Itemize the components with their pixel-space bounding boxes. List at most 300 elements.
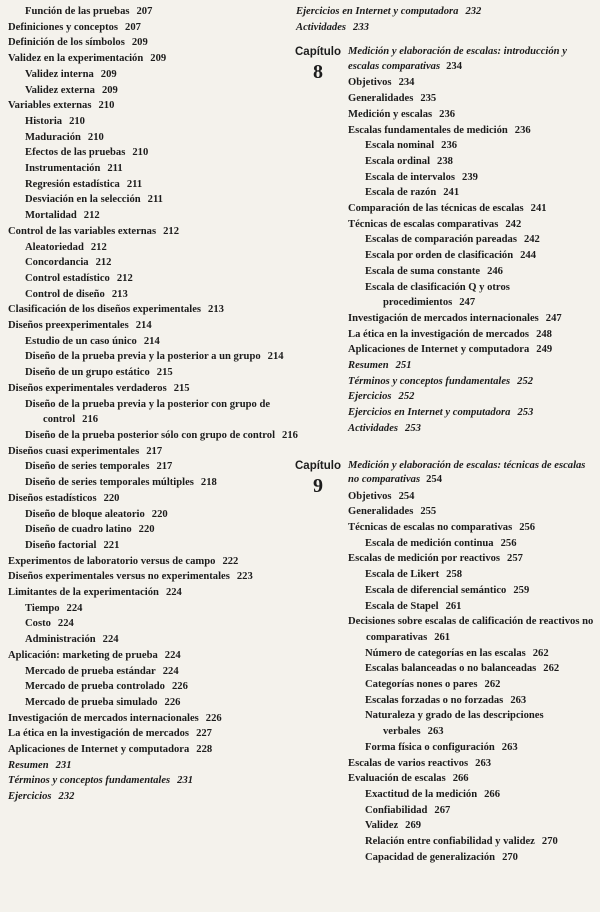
toc-entry-title: Objetivos (348, 490, 392, 502)
toc-entry (348, 91, 596, 107)
toc-entry (25, 4, 298, 20)
toc-entry (25, 538, 298, 554)
toc-entry-page: 262 (532, 647, 549, 659)
toc-entry (365, 661, 596, 677)
toc-entry-page: 209 (131, 37, 148, 49)
toc-entry-page: 252 (398, 391, 415, 403)
toc-entry-title: Estudio de un caso único (25, 335, 137, 347)
toc-entry (8, 773, 298, 789)
toc-entry-title: Control estadístico (25, 272, 110, 284)
toc-entry-title: Control de diseño (25, 288, 105, 300)
toc-entry (365, 803, 596, 819)
toc-entry (348, 389, 596, 405)
toc-entry (296, 20, 596, 36)
toc-entry (25, 208, 298, 224)
toc-entry (25, 616, 298, 632)
toc-entry (8, 491, 298, 507)
toc-entry-title: Actividades (296, 21, 347, 33)
toc-entry-page: 232 (465, 6, 482, 17)
toc-entry-page: 222 (222, 555, 239, 567)
toc-entry-title: Concordancia (25, 257, 89, 269)
toc-entry (25, 507, 298, 523)
toc-entry-page: 269 (405, 820, 422, 832)
toc-entry (365, 583, 596, 599)
toc-entry-title: Resumen (8, 759, 49, 771)
toc-entry-title: Naturaleza y grado de las descripciones verbales (365, 710, 544, 738)
toc-entry-title: Mercado de prueba simulado (25, 696, 158, 708)
toc-entry (365, 248, 596, 264)
toc-entry (365, 740, 596, 756)
toc-entry (365, 818, 596, 834)
toc-entry (365, 232, 596, 248)
toc-entry-page: 212 (90, 241, 107, 253)
toc-entry (25, 397, 298, 428)
toc-entry (365, 834, 596, 850)
toc-entry (25, 428, 298, 444)
toc-entry (365, 646, 596, 662)
toc-entry (348, 421, 596, 437)
toc-entry-title: Escala de medición continua (365, 537, 494, 549)
chapter-number: 9 (313, 474, 323, 497)
toc-entry (25, 192, 298, 208)
toc-entry-title: Generalidades (348, 93, 414, 105)
toc-entry-title: Escala de clasificación Q y otros procedimientos (365, 281, 510, 309)
toc-entry-title: Medición y escalas (348, 108, 433, 120)
toc-entry (8, 742, 298, 758)
toc-entry (8, 648, 298, 664)
toc-entry-title: Exactitud de la medición (365, 788, 478, 800)
toc-entry-title: Variables externas (8, 100, 92, 112)
toc-entry (348, 107, 596, 123)
toc-entry-title: Objetivos (348, 77, 392, 89)
right-top-entries (296, 4, 596, 35)
chapter-9-block (296, 459, 596, 866)
toc-entry-page: 262 (484, 679, 501, 691)
toc-entry (348, 358, 596, 374)
toc-entry-page: 242 (505, 218, 522, 230)
toc-entry (348, 504, 596, 520)
toc-entry-title: Comparación de las técnicas de escalas (348, 203, 524, 215)
toc-entry (348, 201, 596, 217)
toc-entry-title: Relación entre confiabilidad y validez (365, 836, 535, 848)
toc-entry (8, 302, 298, 318)
toc-entry-title: Ejercicios (8, 791, 52, 803)
toc-entry (8, 444, 298, 460)
toc-entry-page: 227 (196, 728, 212, 740)
toc-entry-title: Efectos de las pruebas (25, 147, 126, 159)
toc-entry-page: 253 (405, 422, 421, 434)
toc-entry-title: Diseños cuasi experimentales (8, 445, 140, 457)
toc-entry-title: Escala nominal (365, 140, 435, 152)
toc-entry-title: Diseño de series temporales múltiples (25, 477, 194, 489)
toc-entry-page: 215 (156, 367, 173, 379)
toc-entry (365, 264, 596, 280)
toc-entry (25, 679, 298, 695)
toc-entry (365, 787, 596, 803)
toc-entry-title: Ejercicios en Internet y computadora (296, 6, 459, 17)
toc-entry-page: 224 (165, 587, 182, 599)
toc-entry (25, 161, 298, 177)
toc-entry-title: Términos y conceptos fundamentales (348, 375, 511, 387)
toc-entry-page: 224 (102, 634, 119, 646)
toc-entry-title: Diseño de la prueba previa y la posterior con grupo de control (25, 398, 271, 426)
toc-entry (8, 318, 298, 334)
toc-entry-title: Historia (25, 115, 63, 127)
toc-entry (348, 771, 596, 787)
toc-entry-title: Resumen (348, 360, 389, 372)
left-entries (8, 4, 298, 805)
toc-entry-title: Escalas balanceadas o no balanceadas (365, 663, 537, 675)
toc-entry-title: Administración (25, 634, 96, 646)
toc-entry (348, 217, 596, 233)
toc-entry-page: 254 (398, 490, 415, 502)
toc-entry-title: Aleatoriedad (25, 241, 84, 253)
toc-entry (25, 522, 298, 538)
toc-entry-title: Escala de diferencial semántico (365, 584, 507, 596)
toc-entry-title: Diseños experimentales versus no experimentales (8, 571, 230, 583)
toc-entry-page: 242 (523, 234, 540, 246)
chapter-title: Medición y elaboración de escalas: técnicas de escalas no comparativas 254 (348, 459, 586, 486)
toc-entry (25, 664, 298, 680)
toc-entry-page: 270 (541, 836, 558, 848)
toc-entry (25, 334, 298, 350)
toc-entry-page: 214 (267, 351, 284, 363)
toc-entry (25, 130, 298, 146)
toc-entry-title: Validez interna (25, 68, 94, 80)
chapter-9-entries (296, 489, 596, 866)
toc-entry-title: Aplicaciones de Internet y computadora (348, 344, 530, 356)
toc-entry-page: 255 (420, 506, 437, 518)
toc-entry-title: Escala de Stapel (365, 600, 439, 612)
toc-entry (25, 459, 298, 475)
toc-entry-title: Diseño de bloque aleatorio (25, 508, 145, 520)
toc-entry-title: Diseño de cuadro latino (25, 524, 132, 536)
toc-entry (348, 342, 596, 358)
toc-entry-page: 226 (164, 696, 181, 708)
toc-entry-page: 224 (57, 618, 74, 630)
toc-entry-page: 214 (135, 320, 152, 332)
toc-entry-title: Validez en la experimentación (8, 53, 144, 65)
toc-entry-title: Mortalidad (25, 210, 77, 222)
toc-entry-page: 223 (236, 571, 253, 583)
toc-entry-page: 244 (520, 250, 537, 262)
toc-entry-page: 257 (507, 553, 523, 565)
toc-entry-title: Capacidad de generalización (365, 851, 496, 863)
chapter-title-page: 254 (426, 474, 442, 486)
toc-entry (25, 255, 298, 271)
toc-entry (348, 489, 596, 505)
toc-entry-page: 263 (427, 726, 444, 738)
toc-entry-page: 209 (150, 53, 167, 65)
toc-entry-title: Función de las pruebas (25, 6, 130, 17)
toc-entry-title: Clasificación de los diseños experimentales (8, 304, 202, 316)
toc-entry-page: 231 (55, 759, 72, 771)
toc-entry-title: Escalas de medición por reactivos (348, 553, 501, 565)
toc-entry-page: 247 (545, 312, 562, 324)
toc-entry (25, 632, 298, 648)
toc-entry-title: Términos y conceptos fundamentales (8, 775, 171, 787)
toc-entry (365, 536, 596, 552)
toc-entry-page: 207 (136, 6, 153, 17)
toc-entry-title: Escalas de varios reactivos (348, 757, 469, 769)
toc-entry (25, 475, 298, 491)
toc-entry (25, 177, 298, 193)
toc-entry-title: Experimentos de laboratorio versus de campo (8, 555, 216, 567)
toc-entry (25, 287, 298, 303)
toc-entry-page: 212 (83, 210, 100, 222)
toc-entry-page: 270 (502, 851, 518, 863)
toc-entry-title: Decisiones sobre escalas de calificación de reactivos no comparativas (348, 616, 594, 643)
toc-entry-page: 212 (116, 272, 133, 284)
toc-entry (25, 114, 298, 130)
toc-entry-page: 253 (517, 407, 534, 419)
toc-entry (348, 405, 596, 421)
chapter-8-entries (296, 75, 596, 436)
toc-entry-title: Escalas de comparación pareadas (365, 234, 517, 246)
toc-entry (365, 138, 596, 154)
toc-entry-page: 256 (519, 521, 536, 533)
toc-entry (25, 240, 298, 256)
toc-entry-page: 256 (500, 537, 517, 549)
toc-entry-page: 241 (443, 187, 460, 199)
toc-entry-page: 210 (69, 115, 85, 127)
toc-entry-title: Diseños experimentales verdaderos (8, 382, 167, 394)
toc-entry-title: Investigación de mercados internacionales (8, 712, 199, 724)
toc-entry-page: 224 (162, 665, 179, 677)
toc-entry (25, 695, 298, 711)
toc-entry-title: Evaluación de escalas (348, 773, 446, 785)
toc-entry-page: 210 (87, 131, 104, 143)
toc-entry-title: Escala por orden de clasificación (365, 250, 514, 262)
toc-entry-page: 263 (475, 757, 492, 769)
toc-entry (8, 224, 298, 240)
toc-entry-title: Diseños estadísticos (8, 492, 97, 504)
toc-entry-title: Ejercicios (348, 391, 392, 403)
toc-entry (8, 554, 298, 570)
toc-entry-page: 249 (536, 344, 553, 356)
toc-entry-title: Escala de suma constante (365, 265, 481, 277)
toc-entry-page: 267 (434, 804, 451, 816)
toc-entry (348, 551, 596, 567)
toc-entry-page: 246 (487, 265, 503, 277)
toc-entry-page: 226 (171, 681, 188, 693)
toc-entry (8, 711, 298, 727)
toc-entry-page: 262 (543, 663, 560, 675)
toc-entry (365, 677, 596, 693)
toc-entry (365, 185, 596, 201)
toc-entry-page: 261 (445, 600, 462, 612)
chapter-word: Capítulo (295, 459, 341, 472)
toc-entry-page: 221 (103, 539, 120, 551)
toc-entry-page: 215 (173, 382, 190, 394)
toc-entry-title: Mercado de prueba controlado (25, 681, 165, 693)
toc-left-column (8, 4, 298, 805)
toc-entry (8, 758, 298, 774)
toc-entry-page: 234 (398, 77, 415, 89)
toc-entry (8, 726, 298, 742)
toc-entry-page: 220 (151, 508, 168, 520)
toc-entry-title: Desviación en la selección (25, 194, 141, 206)
chapter-body (348, 45, 596, 436)
toc-entry-title: Aplicaciones de Internet y computadora (8, 744, 190, 756)
toc-entry-page: 231 (177, 775, 194, 787)
toc-entry (8, 98, 298, 114)
toc-entry-page: 226 (205, 712, 222, 724)
toc-entry-title: Investigación de mercados internacionales (348, 312, 539, 324)
toc-entry (8, 789, 298, 805)
toc-entry-page: 238 (437, 155, 453, 167)
toc-entry (8, 35, 298, 51)
toc-entry (365, 708, 596, 739)
toc-entry (8, 51, 298, 67)
toc-entry-title: Escalas fundamentales de medición (348, 124, 508, 136)
toc-entry-page: 251 (395, 360, 412, 372)
toc-entry-title: Técnicas de escalas no comparativas (348, 521, 513, 533)
toc-entry-page: 211 (147, 194, 163, 206)
toc-entry-page: 236 (514, 124, 531, 136)
toc-entry (365, 693, 596, 709)
toc-entry-title: Validez externa (25, 84, 95, 96)
toc-entry-page: 263 (501, 741, 518, 753)
toc-entry (25, 67, 298, 83)
toc-entry (8, 569, 298, 585)
toc-entry-title: Técnicas de escalas comparativas (348, 218, 499, 230)
chapter-body (348, 459, 596, 866)
toc-entry-title: Limitantes de la experimentación (8, 587, 159, 599)
toc-entry-page: 209 (100, 68, 117, 80)
toc-entry-title: Diseño de series temporales (25, 461, 150, 473)
toc-entry-page: 266 (452, 773, 469, 785)
toc-entry-page: 209 (101, 84, 118, 96)
toc-entry (8, 381, 298, 397)
toc-entry (25, 349, 298, 365)
toc-entry (348, 311, 596, 327)
toc-entry-page: 218 (200, 477, 217, 489)
toc-entry-title: Validez (365, 820, 399, 832)
toc-entry-title: Diseño de un grupo estático (25, 367, 150, 379)
toc-entry-title: Confiabilidad (365, 804, 428, 816)
toc-entry-title: Regresión estadística (25, 178, 120, 190)
toc-entry-title: Número de categorías en las escalas (365, 647, 526, 659)
toc-entry-page: 211 (126, 178, 143, 190)
toc-entry (365, 599, 596, 615)
toc-entry (365, 154, 596, 170)
toc-entry (365, 170, 596, 186)
toc-entry-page: 224 (164, 649, 181, 661)
toc-entry-page: 213 (111, 288, 128, 300)
toc-entry-page: 220 (138, 524, 155, 536)
toc-entry-page: 216 (282, 429, 298, 441)
toc-entry-title: Escala de razón (365, 187, 437, 199)
toc-entry-page: 220 (103, 492, 120, 504)
toc-entry-page: 211 (107, 163, 123, 175)
toc-entry-title: Escala de intervalos (365, 171, 456, 183)
chapter-title-page: 234 (446, 60, 462, 72)
toc-entry-page: 213 (208, 304, 224, 316)
toc-entry-page: 239 (462, 171, 478, 183)
toc-entry-page: 266 (484, 788, 501, 800)
toc-entry-title: Actividades (348, 422, 399, 434)
toc-entry-title: Maduración (25, 131, 81, 143)
toc-entry (8, 585, 298, 601)
toc-entry-page: 212 (95, 257, 112, 269)
toc-entry (348, 614, 596, 645)
toc-entry-page: 217 (146, 445, 163, 457)
chapter-number: 8 (313, 61, 323, 84)
toc-entry-page: 252 (517, 375, 534, 387)
toc-entry-page: 224 (66, 602, 83, 614)
toc-entry (25, 271, 298, 287)
toc-entry-page: 233 (353, 21, 369, 33)
toc-entry-page: 210 (98, 100, 115, 112)
toc-entry (25, 83, 298, 99)
toc-entry-title: La ética en la investigación de mercados (8, 728, 190, 740)
toc-entry-title: Diseños preexperimentales (8, 320, 129, 332)
toc-entry (365, 280, 596, 311)
toc-entry-title: Control de las variables externas (8, 225, 157, 237)
toc-entry-page: 228 (196, 744, 213, 756)
toc-entry-title: Generalidades (348, 506, 414, 518)
toc-entry-page: 210 (132, 147, 149, 159)
toc-entry-page: 217 (156, 461, 173, 473)
toc-entry-page: 236 (439, 108, 456, 120)
toc-entry (365, 850, 596, 866)
toc-entry-page: 248 (536, 328, 552, 340)
toc-entry (348, 374, 596, 390)
toc-entry-page: 261 (434, 631, 451, 643)
toc-entry-title: Diseño factorial (25, 539, 97, 551)
toc-entry-title: Diseño de la prueba previa y la posterior a un grupo (25, 351, 261, 363)
toc-entry (8, 20, 298, 36)
toc-entry (348, 756, 596, 772)
toc-entry-page: 207 (125, 21, 141, 33)
chapter-title: Medición y elaboración de escalas: introducción y escalas comparativas 234 (348, 46, 567, 72)
toc-entry-page: 232 (58, 791, 75, 803)
toc-entry-page: 241 (530, 203, 547, 215)
toc-entry-page: 214 (143, 335, 160, 347)
toc-right-column (296, 4, 596, 865)
toc-entry (348, 123, 596, 139)
toc-entry-title: Mercado de prueba estándar (25, 665, 156, 677)
chapter-word: Capítulo (295, 46, 341, 59)
toc-entry-page: 236 (441, 140, 458, 152)
toc-entry (348, 327, 596, 343)
toc-entry-page: 259 (513, 584, 530, 596)
toc-entry (296, 4, 596, 20)
toc-entry (25, 365, 298, 381)
toc-entry-title: Escala ordinal (365, 155, 431, 167)
toc-entry-title: Aplicación: marketing de prueba (8, 649, 158, 661)
toc-entry-title: Forma física o configuración (365, 741, 495, 753)
toc-entry-title: La ética en la investigación de mercados (348, 328, 530, 340)
toc-entry-title: Escalas forzadas o no forzadas (365, 694, 504, 706)
toc-entry-title: Definición de los símbolos (8, 37, 125, 49)
toc-entry-page: 247 (459, 297, 476, 309)
toc-entry-page: 216 (82, 414, 99, 426)
toc-entry (25, 601, 298, 617)
toc-entry-page: 263 (510, 694, 527, 706)
toc-entry (25, 145, 298, 161)
toc-entry-page: 258 (446, 569, 463, 581)
toc-entry-title: Instrumentación (25, 163, 101, 175)
toc-entry-title: Categorías nones o pares (365, 679, 478, 691)
toc-entry-title: Escala de Likert (365, 569, 440, 581)
toc-entry-page: 212 (163, 225, 179, 237)
toc-entry-title: Tiempo (25, 602, 60, 614)
toc-entry (348, 75, 596, 91)
toc-entry (348, 520, 596, 536)
toc-entry-title: Costo (25, 618, 51, 630)
